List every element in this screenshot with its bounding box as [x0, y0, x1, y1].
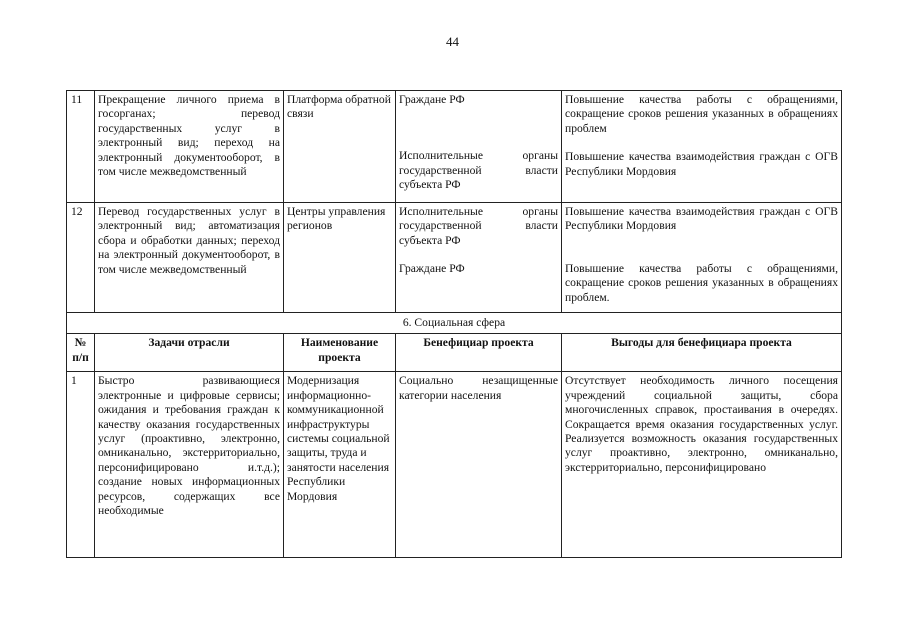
section-title: 6. Социальная сфера: [67, 313, 842, 334]
header-row: [67, 334, 842, 372]
table-row: [67, 91, 842, 203]
beneficiary-item: Граждане РФ: [399, 93, 465, 106]
row-number: 12: [67, 203, 95, 313]
section-row: [67, 313, 842, 334]
beneficiary-item: Исполнительные органы государственной власти субъекта РФ: [399, 205, 558, 247]
table-row: [67, 203, 842, 313]
header-task: Задачи отрасли: [95, 334, 284, 372]
benefit-item: Повышение качества работы с обращениями, сокращение сроков решения указанных в обращениях проблем: [565, 93, 838, 135]
header-num: № п/п: [67, 334, 95, 372]
task-cell: Быстро развивающиеся электронные и цифровые сервисы; ожидания и требования граждан к качеству оказания государственных услуг (проактивно, электронно, омниканально, экстерриториально, персонифицировано и.т.д.); создание новых информационных ресурсов, содержащих все необходимые: [95, 372, 284, 558]
benefits-cell: [562, 203, 842, 313]
project-cell: Центры управления регионов: [284, 203, 396, 313]
task-cell: Прекращение личного приема в госорганах; перевод государственных услуг в электронный вид; переход на электронный документооборот, в том числе межведомственный: [95, 91, 284, 203]
project-cell: Модернизация информационно-коммуникационной инфраструктуры системы социальной защиты, труда и занятости населения Республики Мордовия: [284, 372, 396, 558]
beneficiary-item: Исполнительные органы государственной власти субъекта РФ: [399, 149, 558, 192]
projects-table: [66, 90, 842, 558]
benefit-item: Повышение качества взаимодействия граждан с ОГВ Республики Мордовия: [565, 150, 838, 178]
benefit-item: Повышение качества взаимодействия граждан с ОГВ Республики Мордовия: [565, 205, 838, 233]
task-cell: Перевод государственных услуг в электронный вид; автоматизация сбора и обработки данных; переход на электронный документооборот, в том числе межведомственный: [95, 203, 284, 313]
beneficiary-cell: [396, 91, 562, 203]
beneficiary-cell: Социально незащищенные категории населения: [396, 372, 562, 558]
benefit-item: Повышение качества работы с обращениями, сокращение сроков решения указанных в обращениях проблем.: [565, 261, 838, 304]
page-number: 44: [446, 34, 459, 49]
project-cell: Платформа обратной связи: [284, 91, 396, 203]
header-beneficiary: Бенефициар проекта: [396, 334, 562, 372]
header-benefits: Выгоды для бенефициара проекта: [562, 334, 842, 372]
row-number: 1: [67, 372, 95, 558]
benefits-cell: Отсутствует необходимость личного посещения учреждений социальной защиты, сбора многочисленных справок, простаивания в очередях. Сокращается время оказания государственных услуг. Реализуется возможность оказания государственных услуг проактивно, электронно, омниканально, экстерриториально, персонифицировано: [562, 372, 842, 558]
beneficiary-item: Граждане РФ: [399, 262, 465, 276]
table-row: [67, 372, 842, 558]
row-number: 11: [67, 91, 95, 203]
beneficiary-cell: [396, 203, 562, 313]
header-project: Наименование проекта: [284, 334, 396, 372]
benefits-cell: [562, 91, 842, 203]
